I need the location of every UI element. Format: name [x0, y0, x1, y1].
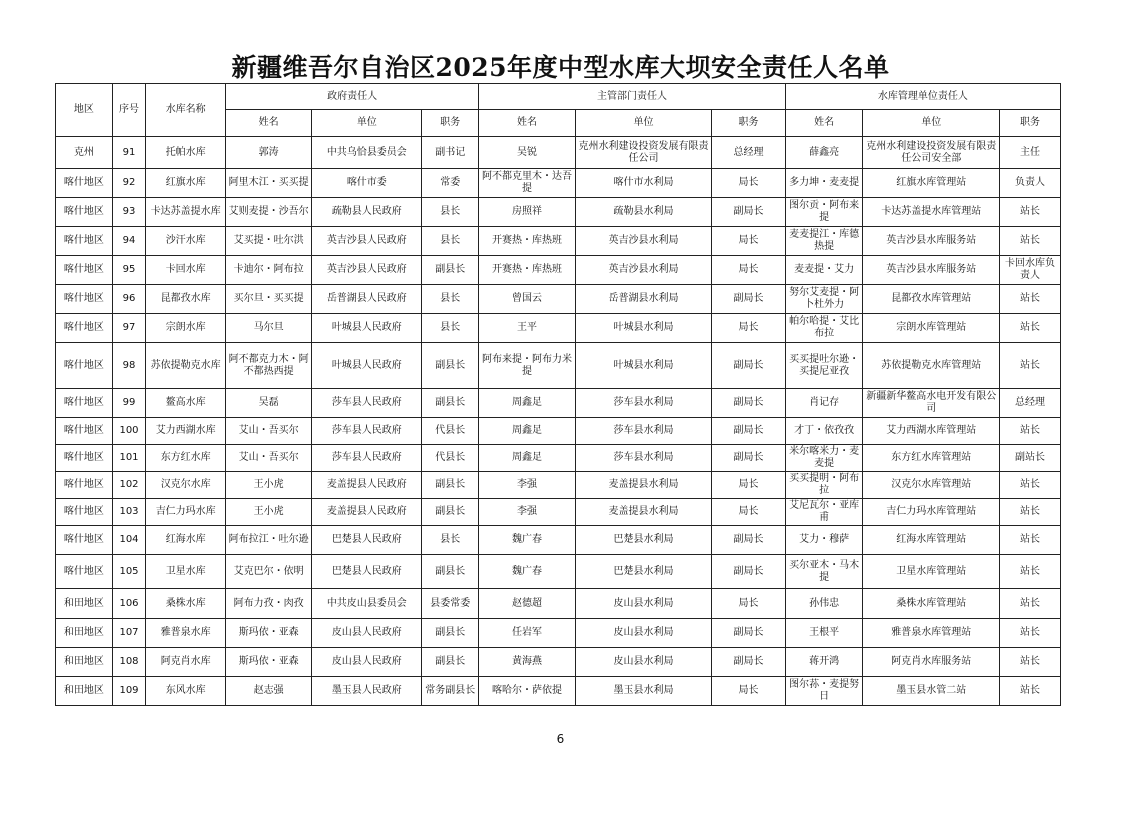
- cell-region: 喀什地区: [56, 256, 113, 285]
- cell-dept-name: 开赛热・库热班: [479, 227, 576, 256]
- cell-gov-name: 斯玛依・亚森: [226, 619, 312, 648]
- cell-mgmt-unit: 宗朗水库管理站: [863, 314, 1000, 343]
- cell-gov-unit: 英吉沙县人民政府: [312, 227, 422, 256]
- cell-dept-unit: 莎车县水利局: [575, 418, 712, 445]
- cell-dept-unit: 叶城县水利局: [575, 343, 712, 389]
- cell-reservoir: 昆都孜水库: [146, 285, 226, 314]
- cell-seq: 99: [112, 389, 146, 418]
- cell-dept-name: 阿布来提・阿布力米提: [479, 343, 576, 389]
- table-row: [56, 343, 1061, 389]
- header-dept-position: 职务: [712, 110, 786, 137]
- header-mgmt-group: 水库管理单位责任人: [785, 84, 1060, 110]
- cell-dept-position: 副局长: [712, 619, 786, 648]
- cell-mgmt-name: 麦麦提・艾力: [785, 256, 863, 285]
- cell-mgmt-name: 艾尼瓦尔・亚库甫: [785, 499, 863, 526]
- cell-mgmt-position: 站长: [999, 555, 1060, 589]
- cell-region: 喀什地区: [56, 343, 113, 389]
- cell-gov-unit: 麦盖提县人民政府: [312, 499, 422, 526]
- cell-gov-name: 买尔旦・买买提: [226, 285, 312, 314]
- cell-dept-unit: 皮山县水利局: [575, 648, 712, 677]
- header-mgmt-name: 姓名: [785, 110, 863, 137]
- cell-seq: 98: [112, 343, 146, 389]
- cell-seq: 96: [112, 285, 146, 314]
- cell-mgmt-position: 站长: [999, 677, 1060, 706]
- cell-reservoir: 卫星水库: [146, 555, 226, 589]
- cell-gov-unit: 中共乌恰县委员会: [312, 137, 422, 169]
- cell-gov-position: 县长: [422, 314, 479, 343]
- cell-dept-position: 副局长: [712, 445, 786, 472]
- cell-reservoir: 托帕水库: [146, 137, 226, 169]
- header-dept-name: 姓名: [479, 110, 576, 137]
- cell-seq: 92: [112, 169, 146, 198]
- cell-reservoir: 雅普泉水库: [146, 619, 226, 648]
- cell-dept-name: 任岩军: [479, 619, 576, 648]
- table-row: [56, 137, 1061, 169]
- cell-dept-unit: 莎车县水利局: [575, 389, 712, 418]
- table-row: [56, 589, 1061, 619]
- cell-gov-name: 王小虎: [226, 499, 312, 526]
- cell-gov-position: 副县长: [422, 499, 479, 526]
- cell-seq: 109: [112, 677, 146, 706]
- cell-mgmt-name: 努尔艾麦提・阿卜杜外力: [785, 285, 863, 314]
- cell-mgmt-position: 站长: [999, 619, 1060, 648]
- cell-gov-unit: 皮山县人民政府: [312, 619, 422, 648]
- cell-mgmt-position: 站长: [999, 418, 1060, 445]
- cell-gov-position: 县长: [422, 227, 479, 256]
- cell-mgmt-position: 站长: [999, 648, 1060, 677]
- cell-mgmt-position: 站长: [999, 314, 1060, 343]
- cell-reservoir: 艾力西湖水库: [146, 418, 226, 445]
- cell-dept-name: 赵德超: [479, 589, 576, 619]
- cell-mgmt-unit: 东方红水库管理站: [863, 445, 1000, 472]
- cell-gov-position: 副书记: [422, 137, 479, 169]
- table-row: [56, 677, 1061, 706]
- cell-dept-unit: 皮山县水利局: [575, 589, 712, 619]
- cell-mgmt-unit: 英吉沙县水库服务站: [863, 256, 1000, 285]
- cell-gov-position: 常委: [422, 169, 479, 198]
- cell-mgmt-unit: 卫星水库管理站: [863, 555, 1000, 589]
- cell-dept-position: 副局长: [712, 648, 786, 677]
- header-gov-group: 政府责任人: [226, 84, 479, 110]
- cell-gov-unit: 麦盖提县人民政府: [312, 472, 422, 499]
- table-row: [56, 227, 1061, 256]
- cell-gov-name: 艾买提・吐尔洪: [226, 227, 312, 256]
- cell-dept-position: 局长: [712, 677, 786, 706]
- cell-gov-name: 王小虎: [226, 472, 312, 499]
- header-seq: 序号: [112, 84, 146, 137]
- cell-mgmt-position: 站长: [999, 589, 1060, 619]
- cell-dept-unit: 英吉沙县水利局: [575, 227, 712, 256]
- cell-mgmt-position: 站长: [999, 472, 1060, 499]
- table-row: [56, 472, 1061, 499]
- cell-mgmt-position: 站长: [999, 343, 1060, 389]
- cell-gov-name: 卡迪尔・阿布拉: [226, 256, 312, 285]
- cell-gov-position: 县长: [422, 285, 479, 314]
- cell-reservoir: 鳌高水库: [146, 389, 226, 418]
- cell-dept-position: 局长: [712, 499, 786, 526]
- cell-gov-position: 县长: [422, 198, 479, 227]
- cell-reservoir: 东风水库: [146, 677, 226, 706]
- cell-mgmt-position: 站长: [999, 499, 1060, 526]
- table-row: [56, 314, 1061, 343]
- header-row-groups: [56, 84, 1061, 110]
- cell-dept-position: 总经理: [712, 137, 786, 169]
- cell-mgmt-name: 麦麦提江・库德热提: [785, 227, 863, 256]
- cell-reservoir: 东方红水库: [146, 445, 226, 472]
- cell-seq: 102: [112, 472, 146, 499]
- table-row: [56, 499, 1061, 526]
- cell-region: 喀什地区: [56, 472, 113, 499]
- table-body: [56, 137, 1061, 706]
- cell-gov-position: 常务副县长: [422, 677, 479, 706]
- cell-seq: 108: [112, 648, 146, 677]
- table-row: [56, 256, 1061, 285]
- cell-region: 喀什地区: [56, 499, 113, 526]
- cell-reservoir: 卡达苏盖提水库: [146, 198, 226, 227]
- cell-dept-position: 局长: [712, 472, 786, 499]
- cell-mgmt-unit: 克州水利建设投资发展有限责任公司安全部: [863, 137, 1000, 169]
- table-row: [56, 285, 1061, 314]
- cell-gov-unit: 喀什市委: [312, 169, 422, 198]
- cell-region: 喀什地区: [56, 526, 113, 555]
- cell-gov-name: 艾山・吾买尔: [226, 418, 312, 445]
- header-reservoir: 水库名称: [146, 84, 226, 137]
- cell-mgmt-name: 蒋开鸿: [785, 648, 863, 677]
- header-gov-name: 姓名: [226, 110, 312, 137]
- cell-gov-position: 县长: [422, 526, 479, 555]
- cell-dept-unit: 英吉沙县水利局: [575, 256, 712, 285]
- cell-gov-position: 代县长: [422, 445, 479, 472]
- cell-dept-name: 房照祥: [479, 198, 576, 227]
- cell-dept-position: 副局长: [712, 555, 786, 589]
- cell-reservoir: 汉克尔水库: [146, 472, 226, 499]
- cell-dept-position: 副局长: [712, 418, 786, 445]
- table-row: [56, 418, 1061, 445]
- cell-dept-unit: 皮山县水利局: [575, 619, 712, 648]
- cell-region: 喀什地区: [56, 285, 113, 314]
- cell-mgmt-name: 孙伟忠: [785, 589, 863, 619]
- cell-mgmt-unit: 苏依提勒克水库管理站: [863, 343, 1000, 389]
- cell-dept-name: 周鑫足: [479, 445, 576, 472]
- cell-gov-unit: 莎车县人民政府: [312, 445, 422, 472]
- cell-dept-name: 喀哈尔・萨依提: [479, 677, 576, 706]
- table-row: [56, 389, 1061, 418]
- cell-gov-position: 代县长: [422, 418, 479, 445]
- cell-dept-position: 局长: [712, 169, 786, 198]
- cell-region: 喀什地区: [56, 389, 113, 418]
- cell-mgmt-unit: 新疆新华鳌高水电开发有限公司: [863, 389, 1000, 418]
- cell-gov-unit: 巴楚县人民政府: [312, 555, 422, 589]
- cell-gov-name: 吴磊: [226, 389, 312, 418]
- cell-region: 喀什地区: [56, 198, 113, 227]
- cell-gov-unit: 莎车县人民政府: [312, 418, 422, 445]
- cell-gov-name: 郭涛: [226, 137, 312, 169]
- cell-mgmt-unit: 雅普泉水库管理站: [863, 619, 1000, 648]
- cell-dept-name: 王平: [479, 314, 576, 343]
- cell-seq: 103: [112, 499, 146, 526]
- cell-region: 和田地区: [56, 677, 113, 706]
- cell-gov-name: 马尔旦: [226, 314, 312, 343]
- cell-reservoir: 红旗水库: [146, 169, 226, 198]
- cell-seq: 91: [112, 137, 146, 169]
- cell-dept-unit: 疏勒县水利局: [575, 198, 712, 227]
- cell-dept-unit: 麦盖提县水利局: [575, 499, 712, 526]
- cell-dept-name: 黄海燕: [479, 648, 576, 677]
- cell-seq: 93: [112, 198, 146, 227]
- cell-seq: 100: [112, 418, 146, 445]
- header-gov-position: 职务: [422, 110, 479, 137]
- responsibility-table: [55, 83, 1061, 706]
- header-gov-unit: 单位: [312, 110, 422, 137]
- cell-reservoir: 吉仁力玛水库: [146, 499, 226, 526]
- cell-seq: 106: [112, 589, 146, 619]
- cell-gov-name: 艾则麦提・沙吾尔: [226, 198, 312, 227]
- table-row: [56, 445, 1061, 472]
- cell-gov-name: 阿里木江・买买提: [226, 169, 312, 198]
- cell-dept-unit: 喀什市水利局: [575, 169, 712, 198]
- cell-mgmt-position: 站长: [999, 198, 1060, 227]
- cell-reservoir: 阿克肖水库: [146, 648, 226, 677]
- header-dept-unit: 单位: [575, 110, 712, 137]
- cell-gov-unit: 莎车县人民政府: [312, 389, 422, 418]
- table-row: [56, 619, 1061, 648]
- cell-mgmt-position: 总经理: [999, 389, 1060, 418]
- cell-mgmt-position: 负责人: [999, 169, 1060, 198]
- cell-mgmt-name: 多力坤・麦麦提: [785, 169, 863, 198]
- cell-dept-name: 魏广春: [479, 526, 576, 555]
- cell-mgmt-unit: 红海水库管理站: [863, 526, 1000, 555]
- cell-gov-name: 阿不都克力木・阿不都热西提: [226, 343, 312, 389]
- cell-region: 和田地区: [56, 589, 113, 619]
- cell-mgmt-unit: 艾力西湖水库管理站: [863, 418, 1000, 445]
- cell-seq: 95: [112, 256, 146, 285]
- cell-dept-name: 阿不都克里木・达吾提: [479, 169, 576, 198]
- cell-gov-name: 阿布拉江・吐尔逊: [226, 526, 312, 555]
- cell-region: 和田地区: [56, 648, 113, 677]
- cell-gov-position: 副县长: [422, 555, 479, 589]
- cell-mgmt-name: 米尔喀米力・麦麦提: [785, 445, 863, 472]
- cell-reservoir: 卡回水库: [146, 256, 226, 285]
- cell-seq: 105: [112, 555, 146, 589]
- page-number: 6: [556, 732, 565, 746]
- cell-seq: 101: [112, 445, 146, 472]
- cell-dept-unit: 莎车县水利局: [575, 445, 712, 472]
- cell-gov-unit: 中共皮山县委员会: [312, 589, 422, 619]
- document-title: 新疆维吾尔自治区2025年度中型水库大坝安全责任人名单: [231, 53, 890, 82]
- cell-dept-position: 副局长: [712, 389, 786, 418]
- cell-mgmt-position: 站长: [999, 227, 1060, 256]
- cell-mgmt-name: 帕尔哈提・艾比布拉: [785, 314, 863, 343]
- cell-mgmt-unit: 阿克肖水库服务站: [863, 648, 1000, 677]
- cell-gov-unit: 皮山县人民政府: [312, 648, 422, 677]
- cell-dept-name: 周鑫足: [479, 389, 576, 418]
- cell-region: 喀什地区: [56, 555, 113, 589]
- cell-region: 喀什地区: [56, 314, 113, 343]
- table-row: [56, 169, 1061, 198]
- cell-dept-position: 副局长: [712, 198, 786, 227]
- header-mgmt-unit: 单位: [863, 110, 1000, 137]
- cell-gov-unit: 岳普湖县人民政府: [312, 285, 422, 314]
- cell-dept-position: 副局长: [712, 526, 786, 555]
- cell-gov-unit: 疏勒县人民政府: [312, 198, 422, 227]
- cell-mgmt-unit: 卡达苏盖提水库管理站: [863, 198, 1000, 227]
- cell-dept-unit: 巴楚县水利局: [575, 555, 712, 589]
- cell-mgmt-name: 艾力・穆萨: [785, 526, 863, 555]
- cell-mgmt-name: 王根平: [785, 619, 863, 648]
- table-row: [56, 555, 1061, 589]
- cell-region: 和田地区: [56, 619, 113, 648]
- cell-dept-position: 局长: [712, 314, 786, 343]
- cell-reservoir: 沙汗水库: [146, 227, 226, 256]
- header-dept-group: 主管部门责任人: [479, 84, 786, 110]
- cell-region: 喀什地区: [56, 418, 113, 445]
- cell-mgmt-name: 图尔贡・阿布来提: [785, 198, 863, 227]
- cell-mgmt-name: 买尔亚木・马木提: [785, 555, 863, 589]
- cell-mgmt-name: 才丁・依孜孜: [785, 418, 863, 445]
- cell-seq: 104: [112, 526, 146, 555]
- cell-gov-position: 副县长: [422, 619, 479, 648]
- cell-gov-unit: 巴楚县人民政府: [312, 526, 422, 555]
- cell-mgmt-unit: 吉仁力玛水库管理站: [863, 499, 1000, 526]
- cell-dept-name: 李强: [479, 472, 576, 499]
- cell-gov-unit: 墨玉县人民政府: [312, 677, 422, 706]
- cell-seq: 97: [112, 314, 146, 343]
- cell-dept-unit: 麦盖提县水利局: [575, 472, 712, 499]
- cell-gov-name: 艾克巴尔・依明: [226, 555, 312, 589]
- cell-mgmt-name: 买买提吐尔逊・买提尼亚孜: [785, 343, 863, 389]
- cell-dept-unit: 巴楚县水利局: [575, 526, 712, 555]
- cell-seq: 107: [112, 619, 146, 648]
- cell-seq: 94: [112, 227, 146, 256]
- cell-gov-position: 副县长: [422, 648, 479, 677]
- cell-region: 喀什地区: [56, 227, 113, 256]
- cell-mgmt-position: 副站长: [999, 445, 1060, 472]
- cell-mgmt-unit: 桑株水库管理站: [863, 589, 1000, 619]
- cell-dept-position: 副局长: [712, 285, 786, 314]
- cell-dept-position: 局长: [712, 589, 786, 619]
- cell-dept-name: 李强: [479, 499, 576, 526]
- cell-dept-position: 局长: [712, 256, 786, 285]
- cell-gov-name: 斯玛依・亚森: [226, 648, 312, 677]
- cell-reservoir: 宗朗水库: [146, 314, 226, 343]
- cell-dept-position: 副局长: [712, 343, 786, 389]
- cell-reservoir: 红海水库: [146, 526, 226, 555]
- cell-region: 克州: [56, 137, 113, 169]
- cell-dept-unit: 岳普湖县水利局: [575, 285, 712, 314]
- cell-gov-position: 副县长: [422, 472, 479, 499]
- cell-dept-unit: 克州水利建设投资发展有限责任公司: [575, 137, 712, 169]
- cell-gov-position: 副县长: [422, 389, 479, 418]
- cell-dept-name: 魏广春: [479, 555, 576, 589]
- cell-dept-unit: 叶城县水利局: [575, 314, 712, 343]
- cell-dept-name: 开赛热・库热班: [479, 256, 576, 285]
- cell-gov-name: 阿布力孜・肉孜: [226, 589, 312, 619]
- cell-gov-position: 副县长: [422, 343, 479, 389]
- cell-region: 喀什地区: [56, 445, 113, 472]
- cell-gov-name: 艾山・吾买尔: [226, 445, 312, 472]
- cell-reservoir: 苏依提勒克水库: [146, 343, 226, 389]
- cell-mgmt-position: 站长: [999, 285, 1060, 314]
- cell-mgmt-name: 图尔荪・麦提努日: [785, 677, 863, 706]
- cell-mgmt-unit: 英吉沙县水库服务站: [863, 227, 1000, 256]
- table-row: [56, 648, 1061, 677]
- table-row: [56, 526, 1061, 555]
- cell-mgmt-name: 买买提明・阿布拉: [785, 472, 863, 499]
- cell-gov-unit: 英吉沙县人民政府: [312, 256, 422, 285]
- cell-mgmt-unit: 汉克尔水库管理站: [863, 472, 1000, 499]
- cell-mgmt-position: 站长: [999, 526, 1060, 555]
- cell-mgmt-position: 主任: [999, 137, 1060, 169]
- cell-reservoir: 桑株水库: [146, 589, 226, 619]
- header-mgmt-position: 职务: [999, 110, 1060, 137]
- cell-mgmt-unit: 墨玉县水管二站: [863, 677, 1000, 706]
- cell-gov-position: 县委常委: [422, 589, 479, 619]
- cell-gov-unit: 叶城县人民政府: [312, 314, 422, 343]
- cell-gov-name: 赵志强: [226, 677, 312, 706]
- cell-mgmt-unit: 昆都孜水库管理站: [863, 285, 1000, 314]
- cell-mgmt-unit: 红旗水库管理站: [863, 169, 1000, 198]
- cell-gov-unit: 叶城县人民政府: [312, 343, 422, 389]
- cell-dept-name: 曾国云: [479, 285, 576, 314]
- table-row: [56, 198, 1061, 227]
- cell-gov-position: 副县长: [422, 256, 479, 285]
- header-region: 地区: [56, 84, 113, 137]
- cell-dept-position: 局长: [712, 227, 786, 256]
- cell-region: 喀什地区: [56, 169, 113, 198]
- cell-mgmt-name: 肖记存: [785, 389, 863, 418]
- cell-mgmt-position: 卡回水库负责人: [999, 256, 1060, 285]
- cell-dept-name: 吴锐: [479, 137, 576, 169]
- cell-mgmt-name: 薛鑫亮: [785, 137, 863, 169]
- cell-dept-unit: 墨玉县水利局: [575, 677, 712, 706]
- cell-dept-name: 周鑫足: [479, 418, 576, 445]
